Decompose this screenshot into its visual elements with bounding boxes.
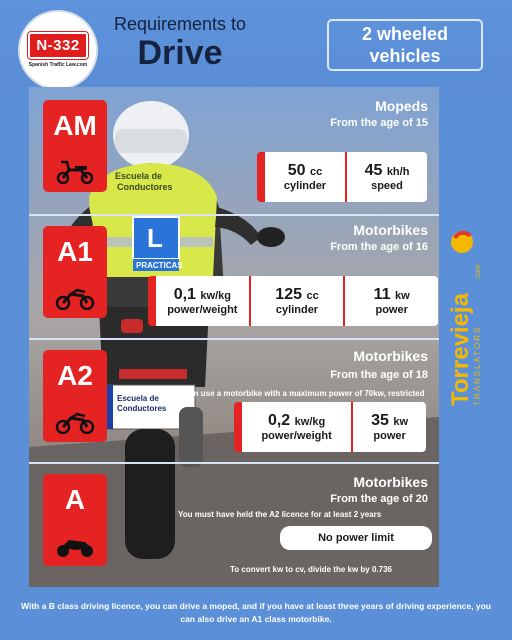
section-title-a: Motorbikes	[353, 474, 428, 490]
spec-label: power/weight	[261, 430, 332, 442]
spec-value: 0,1	[173, 286, 196, 303]
spec-cylinder	[265, 152, 345, 202]
torrevieja-translators-logo	[440, 230, 484, 410]
section-title-am: Mopeds	[375, 98, 428, 114]
section-age-a1: From the age of 16	[330, 241, 428, 253]
vehicle-line-1: 2 wheeled	[361, 24, 449, 44]
spec-power	[351, 402, 426, 452]
brand-dotcom: .com	[475, 264, 482, 280]
spec-label: power	[373, 430, 406, 442]
motorbike-icon	[55, 284, 95, 310]
licence-code: A2	[57, 360, 93, 391]
licence-badge-a2	[43, 350, 107, 442]
plate-text-2: Conductores	[117, 404, 167, 413]
spec-speed	[345, 152, 427, 202]
n332-logo	[18, 10, 98, 90]
vehicle-line-2: vehicles	[369, 46, 441, 66]
vehicle-type-box	[327, 19, 483, 71]
brand-name: Torrevieja	[447, 293, 474, 406]
footer-note: With a B class driving licence, you can drive a moped, and if you have at least three years of driving experience, you can also drive an A1 class motorbike.	[21, 601, 491, 624]
spec-label: speed	[371, 180, 403, 192]
licence-code: AM	[53, 110, 97, 141]
section-age-a2: From the age of 18	[330, 369, 428, 381]
spec-unit: kw/kg	[200, 290, 231, 302]
moped-icon	[55, 158, 95, 184]
section-divider	[29, 338, 439, 340]
title-big: Drive	[137, 34, 223, 72]
spec-value: 50	[287, 162, 306, 179]
spec-group-a1	[148, 276, 438, 326]
spec-label: cylinder	[283, 180, 327, 192]
spec-power-weight	[156, 276, 249, 326]
spec-group-am	[257, 152, 427, 202]
spec-value: 45	[364, 162, 383, 179]
sportbike-icon	[55, 532, 95, 558]
svg-text:L: L	[147, 223, 163, 253]
section-title-a1: Motorbikes	[353, 222, 428, 238]
section-divider	[29, 214, 439, 216]
title-small: Requirements to	[113, 14, 247, 34]
section-divider	[29, 462, 439, 464]
vest-sign: PRACTICAS	[136, 261, 183, 270]
spec-label: cylinder	[275, 304, 319, 316]
spec-power-weight	[242, 402, 351, 452]
convert-note: To convert kw to cv, divide the kw by 0.736	[230, 565, 392, 574]
spec-unit: kw	[393, 416, 409, 428]
spec-label: power/weight	[167, 304, 238, 316]
spec-unit: kw	[395, 290, 410, 302]
logo-plate: N-332	[28, 32, 87, 59]
section-note-a2: You can use a motorbike with a maximum power of 70kw, restricted	[168, 389, 425, 398]
brand-sub: TRANSLATORS	[473, 325, 482, 406]
section-age-am: From the age of 15	[330, 117, 428, 129]
spec-value: 0,2	[267, 412, 291, 429]
vest-text-2: Conductores	[117, 182, 173, 192]
vest-text-1: Escuela de	[115, 171, 163, 181]
licence-badge-a	[43, 474, 107, 566]
section-title-a2: Motorbikes	[353, 348, 428, 364]
section-age-a: From the age of 20	[330, 493, 428, 505]
spec-unit: kw/kg	[294, 416, 326, 428]
motorbike-icon	[55, 408, 95, 434]
spec-cylinder	[249, 276, 344, 326]
spec-unit: kh/h	[386, 166, 410, 178]
section-note-a: You must have held the A2 licence for at least 2 years	[178, 510, 382, 519]
licence-code: A	[64, 484, 86, 515]
spec-value: 35	[371, 412, 389, 429]
spec-label: power	[375, 304, 408, 316]
spec-unit: cc	[310, 166, 323, 178]
plate-text-1: Escuela de	[117, 394, 159, 403]
licence-badge-a1	[43, 226, 107, 318]
spec-group-a2	[234, 402, 426, 452]
no-power-limit-badge: No power limit	[280, 526, 432, 550]
spec-value: 125	[275, 286, 302, 303]
logo-subtitle: Spanish Traffic Law.com	[28, 62, 88, 68]
spec-power	[343, 276, 438, 326]
spec-value: 11	[373, 286, 391, 303]
licence-code: A1	[57, 236, 93, 267]
licence-badge-am	[43, 100, 107, 192]
spec-unit: cc	[306, 290, 319, 302]
